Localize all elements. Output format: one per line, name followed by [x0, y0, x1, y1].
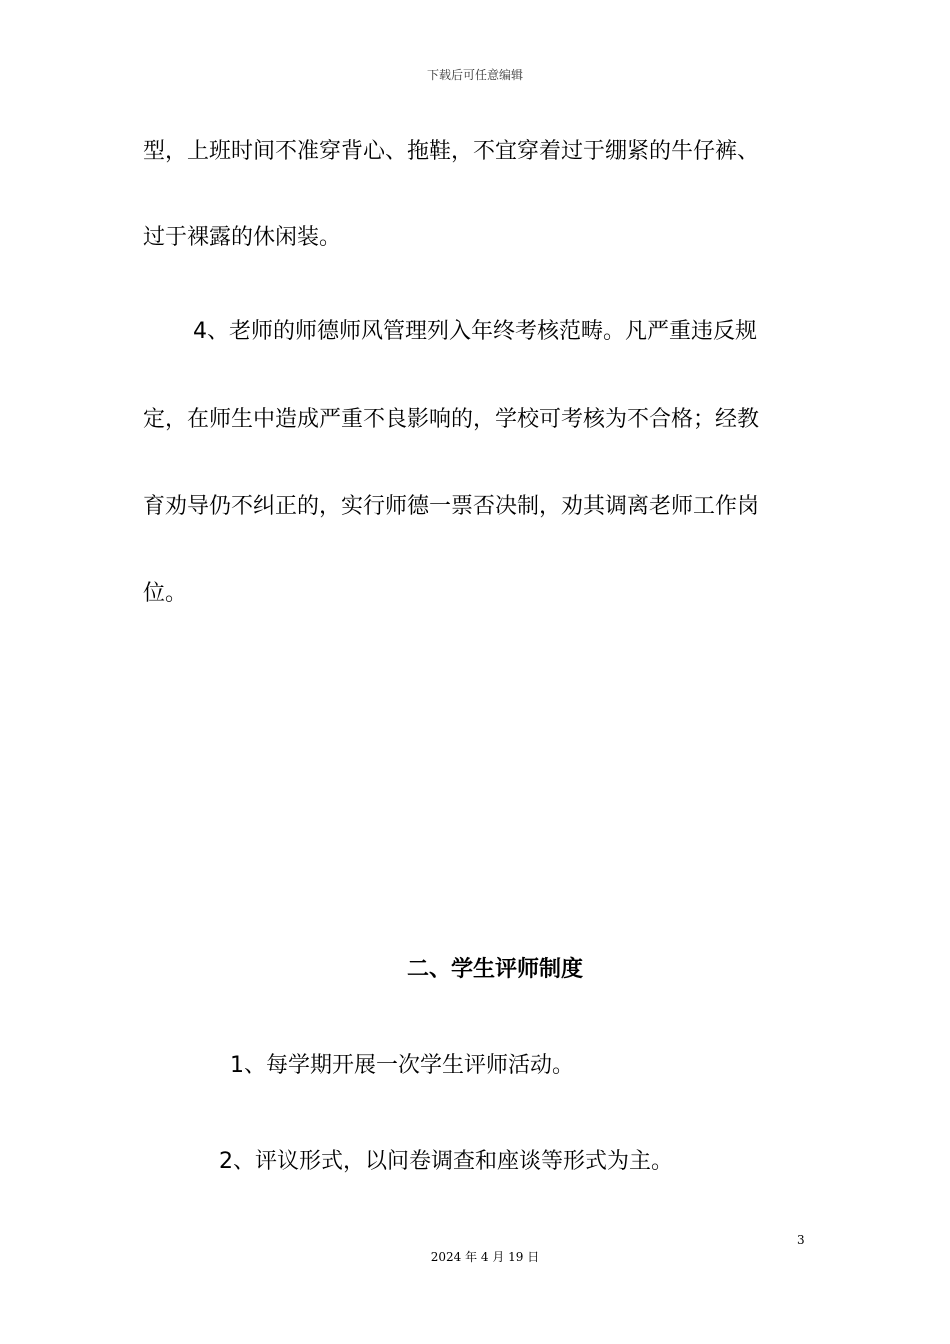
paragraph-line: 位。: [143, 581, 188, 606]
paragraph-line: 育劝导仍不纠正的，实行师德一票否决制，劝其调离老师工作岗: [143, 494, 760, 519]
footer-date: 2024 年 4 月 19 日: [430, 1250, 540, 1264]
paragraph-line: 定，在师生中造成严重不良影响的，学校可考核为不合格；经教: [143, 407, 760, 432]
page-number: 3: [797, 1233, 805, 1247]
paragraph-line: 4、老师的师德师风管理列入年终考核范畴。凡严重违反规: [193, 319, 757, 344]
list-item: 2、评议形式，以问卷调查和座谈等形式为主。: [219, 1149, 673, 1174]
paragraph-line: 型，上班时间不准穿背心、拖鞋，不宜穿着过于绷紧的牛仔裤、: [143, 139, 760, 164]
section-heading: 二、学生评师制度: [406, 957, 583, 982]
page-header: 下载后可任意编辑: [426, 68, 523, 82]
paragraph-line: 过于裸露的休闲装。: [143, 225, 342, 250]
list-item: 1、每学期开展一次学生评师活动。: [230, 1053, 574, 1078]
